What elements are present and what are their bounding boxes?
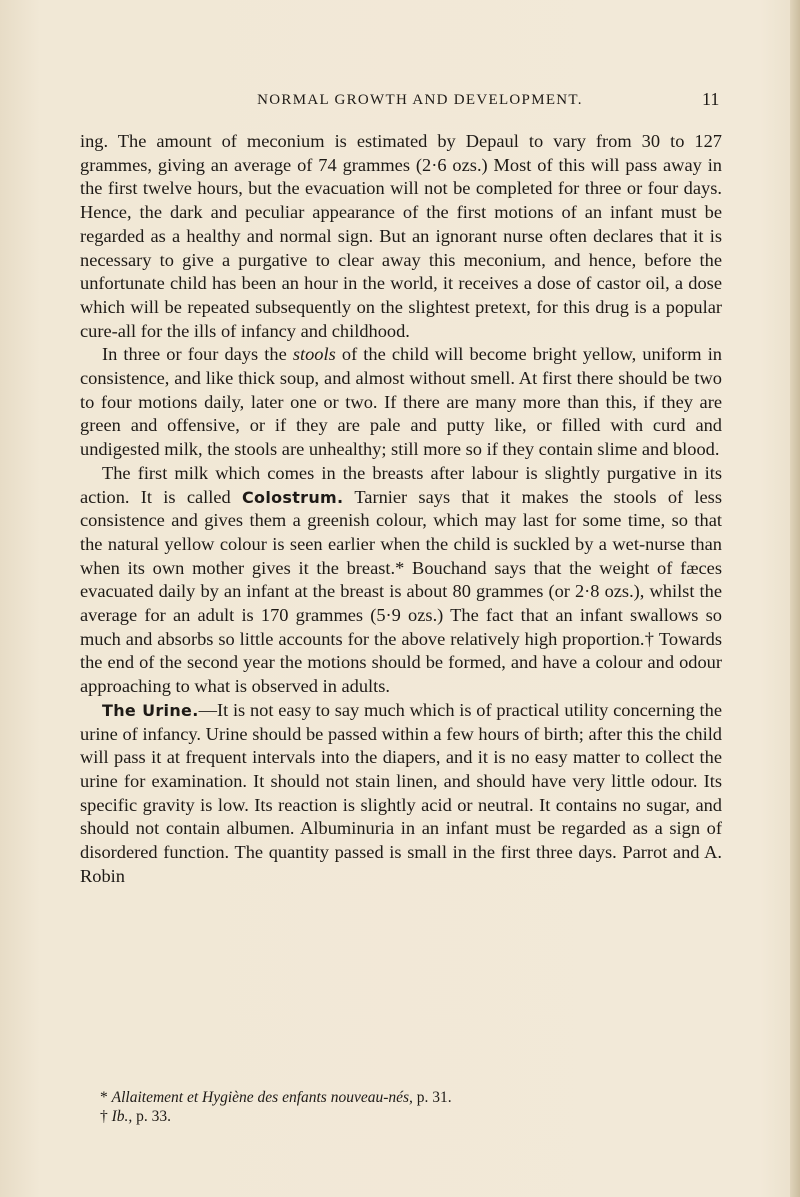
footnote-2: [100, 1107, 720, 1126]
page-number: 11: [702, 89, 720, 109]
text-segment: Tarnier says that it makes the stools of less consistence and gives them a greenish colour, which may last for some time, so that the natural yellow colour is seen earlier when the child is suckled by a wet-nurse than when its own mother gives it the breast.* Bouchand says that the weight of fæces evacuated daily by an infant at the breast is about 80 grammes (or 2·8 ozs.), whilst the average for an adult is 170 grammes (5·9 ozs.) The fact that an infant swallows so much and absorbs so little accounts for the above relatively high proportion.† Towards the end of the second year the motions should be formed, and have a colour and odour approaching to what is observed in adults.: [80, 486, 722, 697]
footnote-title: Ib.,: [111, 1108, 133, 1125]
term-colostrum: Colostrum.: [241, 487, 344, 507]
footnote-page: p. 33.: [132, 1108, 172, 1125]
paragraph-urine: [80, 699, 722, 889]
paragraph-colostrum: [80, 462, 722, 699]
italic-term-stools: stools: [292, 344, 336, 365]
section-heading-urine: The Urine.: [102, 700, 199, 720]
footnotes: [100, 1088, 720, 1126]
paragraph-meconium: ing. The amount of meconium is estimated by Depaul to vary from 30 to 127 grammes, giving an average of 74 grammes (2·6 ozs.) Most of this will pass away in the first twelve hours, but the evacuation will not be completed for three or four days. Hence, the dark and peculiar appearance of the first motions of an infant must be regarded as a healthy and normal sign. But an ignorant nurse often declares that it is necessary to give a purgative to clear away this meconium, and hence, before the unfortunate child has been an hour in the world, it receives a dose of castor oil, a dose which will be repeated subsequently on the slightest pretext, for this drug is a popular cure-all for the ills of infancy and childhood.: [80, 131, 722, 341]
text-segment: —It is not easy to say much which is of practical utility concerning the urine of infancy. Urine should be passed within a few hours of birth; after this the child will pass it at frequent intervals into the diapers, and it is no easy matter to collect the urine for examination. It should not stain linen, and should have very little odour. Its specific gravity is low. Its reaction is slightly acid or neutral. It contains no sugar, and should not contain albumen. Albuminuria in an infant must be regarded as a sign of disordered function. The quantity passed is small in the first three days. Parrot and A. Robin: [80, 699, 722, 886]
page-edge: [790, 0, 800, 1197]
text-segment: In three or four days the: [102, 344, 293, 365]
footnote-1: [100, 1088, 720, 1107]
body-text: [80, 130, 722, 889]
running-header: NORMAL GROWTH AND DEVELOPMENT.: [257, 92, 583, 108]
paragraph-stools: [80, 343, 722, 462]
footnote-page: p. 31.: [412, 1089, 452, 1106]
footnote-title: Allaitement et Hygiène des enfants nouveau-nés,: [111, 1089, 413, 1106]
footnote-mark: †: [100, 1108, 108, 1125]
text-segment: of the child will become bright yellow, uniform in consistence, and like thick soup, and almost without smell. At first there should be two to four motions daily, later one or two. If there are many more than this, if they are green and offensive, or if they are pale and putty like, or filled with curd and undigested milk, the stools are unhealthy; still more so if they contain slime and blood.: [80, 344, 723, 460]
text-segment: The first milk which comes in the breasts after labour is slightly purgative in its action. It is called: [80, 462, 722, 507]
footnote-mark: *: [100, 1089, 108, 1106]
